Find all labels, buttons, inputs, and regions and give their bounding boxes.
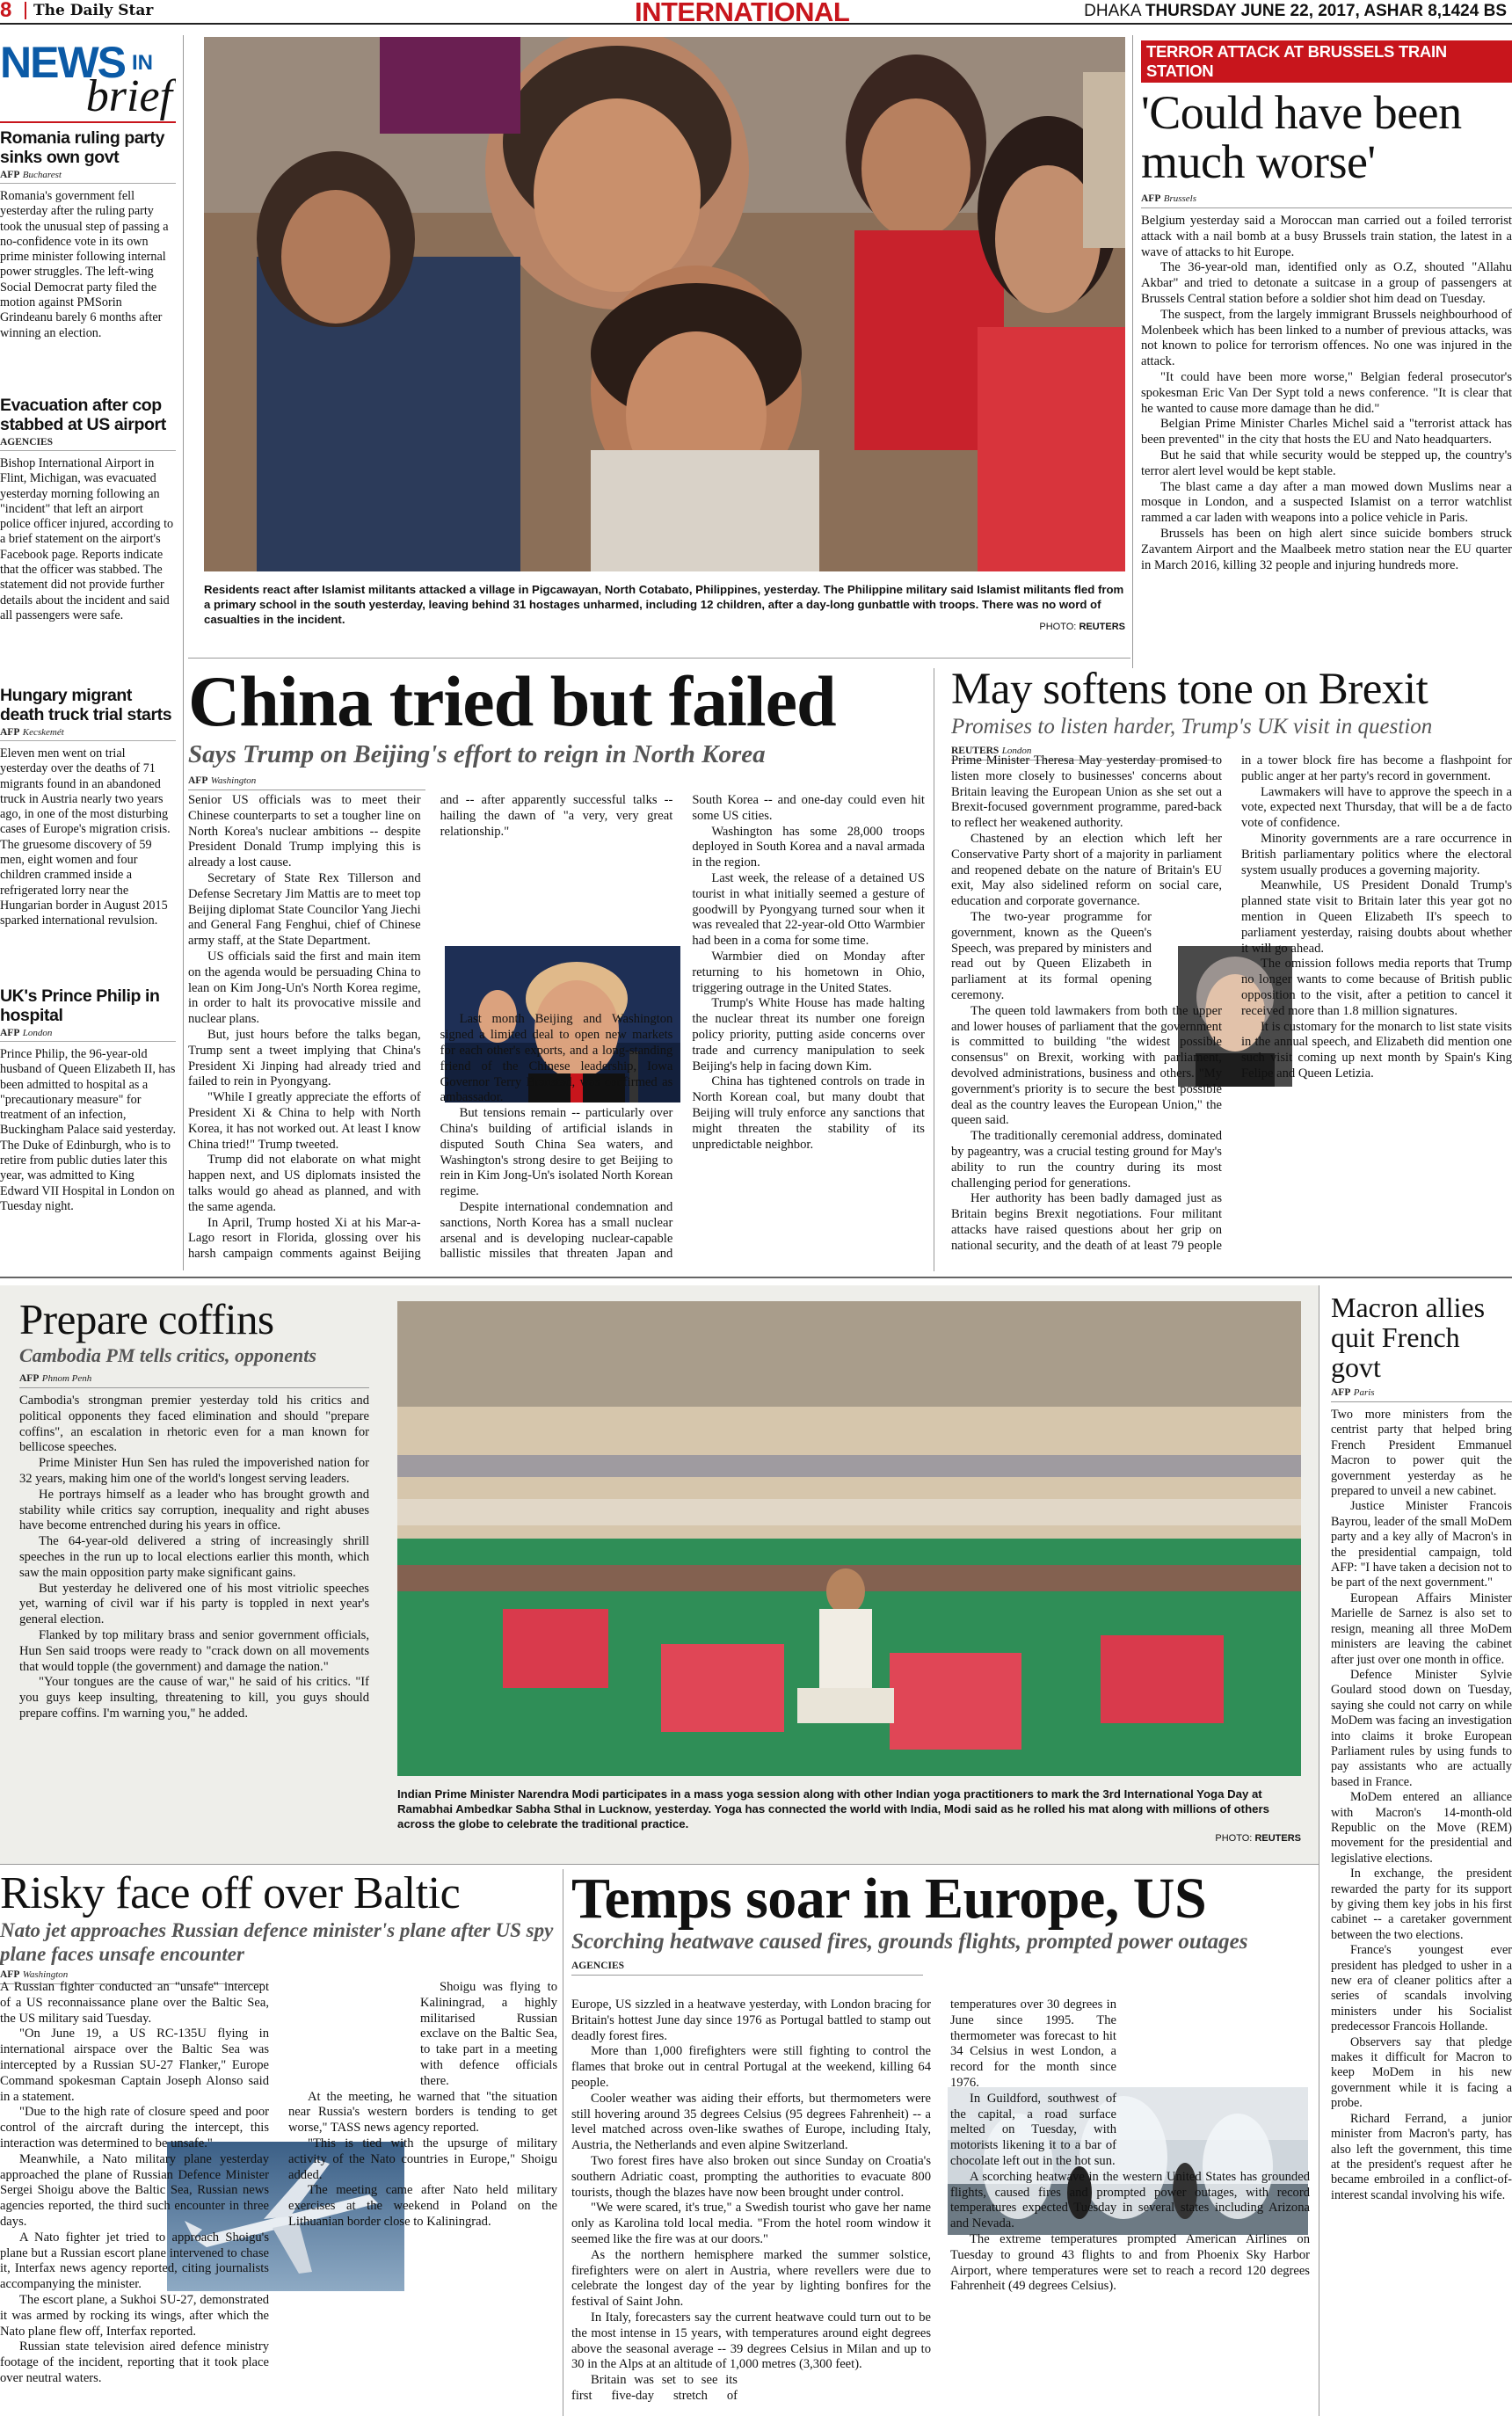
caption-text: Residents react after Islamist militants attacked a village in Pigcawayan, North Cotabato, Philippines, yesterday. The Philippine military said Islamist militants fled from a primary school in the south yesterday, leaving behind 31 hostages unharmed, including 12 children, after a day-long gunbattle with troops. There was no word of casualties in the incident. bbox=[204, 583, 1124, 626]
baltic-headline: Risky face off over Baltic bbox=[0, 1869, 461, 1918]
paragraph: The extreme temperatures prompted American Airlines on Tuesday to ground 43 flights to and from Phoenix Sky Harbor Airport, where temperatures were set to reach a record 120 degrees Fahrenheit (49 degrees Celsius). bbox=[950, 2231, 1310, 2294]
paragraph: China has tightened controls on trade in North Korean coal, but many doubt that Beijing will truly enforce any sanctions that might threaten the stability of its unpredictable neighbor. bbox=[692, 1074, 925, 1152]
paragraph: The 64-year-old delivered a string of increasingly shrill speeches in the run up to local elections earlier this month, which saw the main opposition party make significant gains. bbox=[19, 1534, 369, 1580]
philippines-photo-art bbox=[204, 37, 1125, 571]
paragraph: Two more ministers from the centrist party that helped bring French President Emmanuel Macron to power quit the government yesterday as he prepared to unveil a new cabinet. bbox=[1331, 1408, 1512, 1499]
paragraph: Washington has some 28,000 troops deployed in South Korea and a naval armada in the region. bbox=[692, 824, 925, 870]
may-headline: May softens tone on Brexit bbox=[951, 665, 1428, 714]
paragraph: A Nato fighter jet tried to approach Shoigu's plane but a Russian escort plane intervened to chase it, Interfax news agency reported, citing journalists accompanying the minister. bbox=[0, 2230, 269, 2292]
byline-src: AFP bbox=[19, 1373, 40, 1384]
photo-credit-label: PHOTO: bbox=[1215, 1833, 1253, 1844]
yoga-photo bbox=[397, 1301, 1301, 1776]
paragraph: Belgium yesterday said a Moroccan man carried out a foiled terrorist attack with a nail bomb at a busy Brussels train station, the latest in a wave of attacks to hit Europe. bbox=[1141, 214, 1512, 259]
paragraph: Observers say that pledge makes it difficult for Macron to keep MoDem in his new government while it is facing a probe. bbox=[1331, 2034, 1512, 2111]
nib-headline: UK's Prince Philip in hospital bbox=[0, 986, 160, 1025]
paragraph: The 36-year-old man, identified only as O.Z, shouted "Allahu Akbar" and tried to detonate a suitcase in a group of passengers at Brussels Central station before a soldier shot him dead on Tuesday. bbox=[1141, 260, 1512, 306]
nib-title-brief: brief bbox=[85, 71, 172, 121]
paragraph: Secretary of State Rex Tillerson and Defense Secretary Jim Mattis are to meet top Beijing diplomat State Councilor Yang Jiechi and General Fang Fenghui, chief of Chinese army staff, at the State Department. bbox=[188, 870, 421, 949]
paragraph: Prime Minister Hun Sen has ruled the impoverished nation for 32 years, making him one of the world's longest serving leaders. bbox=[19, 1456, 369, 1486]
philippines-caption bbox=[204, 582, 1125, 637]
paragraph: A scorching heatwave in the western United States has grounded flights, caused fires and prompted power outages, with record temperatures expected Tuesday in several states including Arizona and Nevada. bbox=[950, 2169, 1310, 2231]
paragraph: Despite international condemnation and sanctions, North Korea has a small nuclear arsenal and is developing nuclear-capable ballistic missiles that threaten Japan and South Korea -- and one-day could even hit some US cities. bbox=[440, 793, 925, 1262]
baltic-body bbox=[0, 1980, 557, 2416]
paragraph: Meanwhile, US President Donald Trump's planned state visit to Britain later this year got no mention in Queen Elizabeth II's speech to parliament yesterday, raising doubts about whether it will go ahead. bbox=[1241, 878, 1512, 956]
paragraph: Meanwhile, a Nato military plane yesterday approached the plane of Russian Defence Minister Sergei Shoigu above the Baltic Sea, Russian news agencies reported, the third such encounter in three days. bbox=[0, 2151, 269, 2229]
byline-loc: Washington bbox=[210, 775, 257, 786]
paragraph: But tensions remain -- particularly over China's building of artificial islands in disputed South China Sea waters, and Washington's strong desire to get Beijing to rein in Kim Jong-Un's isolated North Korean regime. bbox=[440, 1106, 673, 1199]
dateline-city: DHAKA bbox=[1084, 2, 1141, 20]
photo-credit bbox=[1215, 1831, 1301, 1846]
nib-byline bbox=[0, 437, 176, 451]
paragraph: "Due to the high rate of closure speed and poor control of the aircraft during the intercept, this interaction was determined to be unsafe." bbox=[0, 2105, 269, 2150]
brussels-body bbox=[1141, 214, 1512, 573]
nib-text: Prince Philip, the 96-year-old husband of Queen Elizabeth II, has been admitted to hospital as a "precautionary measure" for treatment of an infection, Buckingham Palace said yesterday. The Duke of Edinburgh, who is to retire from public duties later this year, was admitted to King Edward VII Hospital in London on Tuesday night. bbox=[0, 1047, 176, 1213]
paragraph: Shoigu was flying to Kaliningrad, a highly militarised Russian exclave on the Baltic Sea, to take part in a meeting with defence officials there. bbox=[420, 1980, 557, 2088]
paragraph: Warmbier died on Monday after returning to his hometown in Ohio, triggering outrage in the United States. bbox=[692, 949, 925, 995]
nib-loc: Kecskemét bbox=[22, 727, 64, 738]
paragraph: Britain was set to see its first five-day stretch of temperatures over 30 degrees in June since 1995. The thermometer was forecast to hit 34 Celsius in west London, a record for the month since 1976. bbox=[571, 1998, 1116, 2403]
brussels-headline: 'Could have been much worse' bbox=[1141, 86, 1462, 188]
dateline-date: THURSDAY JUNE 22, 2017, ASHAR 8,1424 BS bbox=[1145, 2, 1507, 20]
china-body bbox=[188, 793, 925, 1271]
macron-headline: Macron allies quit French govt bbox=[1331, 1292, 1486, 1383]
caption-text: Indian Prime Minister Narendra Modi participates in a mass yoga session along with other Indian yoga practitioners to mark the 3rd International Yoga Day at Ramabhai Ambedkar Sabha Sthal in Lucknow, yesterday. Yoga has connected the world with India, Modi said as he rolled his mat along with millions of others across the globe to celebrate the traditional practice. bbox=[397, 1787, 1269, 1830]
paragraph: "While I greatly appreciate the efforts of President Xi & China to help with North Korea, it has not worked out. At least I know China tried!" Trump tweeted. bbox=[188, 1090, 421, 1152]
paragraph: Flanked by top military brass and senior government officials, Hun Sen said troops were ready to "crack down on all movements that would topple (the government) and damage the nation." bbox=[19, 1627, 369, 1674]
paragraph: US officials said the first and main item on the agenda would be persuading China to lean on Kim Jong-Un's North Korea regime, in order to halt its provocative missile and nuclear plans. bbox=[188, 949, 421, 1027]
paper-name: The Daily Star bbox=[25, 2, 153, 19]
china-headline: China tried but failed bbox=[188, 665, 836, 741]
temps-headline: Temps soar in Europe, US bbox=[571, 1869, 1207, 1931]
coffins-deck: Cambodia PM tells critics, opponents bbox=[19, 1344, 316, 1366]
paragraph: The omission follows media reports that Trump no longer wants to come because of British public opposition to the visit, after a petition to cancel it received more than 1.8 million signatures. bbox=[1241, 957, 1512, 1018]
paragraph: Europe, US sizzled in a heatwave yesterday, with London bracing for Britain's hottest June day since 1976 as Portugal battled to stamp out deadly forest fires. bbox=[571, 1998, 931, 2043]
paragraph: Russian state television aired defence ministry footage of the incident, reporting that it took place over neutral waters. bbox=[0, 2340, 269, 2385]
coffins-article bbox=[0, 1285, 387, 1864]
paragraph: Lawmakers will have to approve the speech in a vote, expected next Thursday, that will be a de facto vote of confidence. bbox=[1241, 784, 1512, 831]
china-article bbox=[188, 665, 925, 1271]
nib-item-0 bbox=[0, 128, 176, 341]
photo-credit-label: PHOTO: bbox=[1039, 622, 1077, 632]
paragraph: "Your tongues are the cause of war," he said of his critics. "If you guys keep insulting, threatening to kill, you guys should prepare coffins. I'm warning you," he added. bbox=[19, 1675, 369, 1721]
brussels-byline bbox=[1141, 193, 1512, 208]
nib-src: AGENCIES bbox=[0, 437, 54, 448]
china-byline bbox=[188, 775, 425, 790]
temps-article bbox=[571, 1869, 1310, 2416]
paragraph: The two-year programme for government, known as the Queen's Speech, was prepared by ministers and read out by Queen Elizabeth in parliament at its formal opening ceremony. bbox=[951, 909, 1152, 1002]
macron-byline bbox=[1331, 1387, 1512, 1402]
paragraph: At the meeting, he warned that "the situation near Russia's western borders is tending to get worse," TASS news agency reported. bbox=[288, 2089, 557, 2136]
photo-credit-agency: REUTERS bbox=[1254, 1833, 1301, 1844]
baltic-deck: Nato jet approaches Russian defence minister's plane after US spy plane faces unsafe encounter bbox=[0, 1919, 554, 1965]
nib-headline: Romania ruling party sinks own govt bbox=[0, 128, 165, 167]
macron-body bbox=[1331, 1408, 1512, 2203]
byline-src: AFP bbox=[188, 775, 208, 786]
byline-loc: Washington bbox=[22, 1969, 69, 1980]
photo-credit bbox=[1039, 620, 1125, 635]
paragraph: Trump did not elaborate on what might happen next, and US diplomats insisted the talks would go ahead as planned, and with the same agenda. bbox=[188, 1153, 421, 1214]
coffins-headline: Prepare coffins bbox=[19, 1295, 274, 1343]
paragraph: It is customary for the monarch to list state visits in the annual speech, and Elizabeth did mention one such visit coming up next month by Spain's King Felipe and Queen Letizia. bbox=[1241, 1019, 1512, 1081]
paragraph: Defence Minister Sylvie Goulard stood down on Tuesday, saying she could not carry on while MoDem was facing an investigation into claims it broke European Parliament rules by using funds to pay assistants who are actually based in France. bbox=[1331, 1667, 1512, 1789]
paragraph: The traditionally ceremonial address, dominated by pageantry, was a crucial testing ground for May's ability to run the country during its most challenging period for generations. bbox=[951, 1129, 1222, 1190]
nib-src: AFP bbox=[0, 727, 20, 738]
may-body bbox=[951, 753, 1512, 1271]
paragraph: The suspect, from the largely immigrant Brussels neighbourhood of Molenbeek which has been linked to a number of previous attacks, was not known to police for terrorism offences. No one was injured in the attack. bbox=[1141, 307, 1512, 369]
paragraph: In Guildford, southwest of the capital, a road surface melted on Tuesday, with motorists likening it to a bar of chocolate left out in the hot sun. bbox=[950, 2091, 1116, 2168]
temps-byline bbox=[571, 1961, 923, 1976]
nib-item-3 bbox=[0, 986, 176, 1214]
nib-headline: Evacuation after cop stabbed at US airport bbox=[0, 396, 166, 434]
paragraph: As the northern hemisphere marked the summer solstice, firefighters were on alert in Austria, where revellers were due to celebrate the longest day of the year by lighting bonfires for the festival of Saint John. bbox=[571, 2247, 931, 2310]
paragraph: The blast came a day after a man mowed down Muslims near a mosque in London, and a suspected Islamist on a terror watchlist rammed a car laden with weapons into a police vehicle in Paris. bbox=[1141, 479, 1512, 526]
page-number: 8 bbox=[0, 0, 12, 22]
nib-title bbox=[0, 35, 176, 123]
paragraph: "On June 19, a US RC-135U flying in international airspace over the Baltic Sea was intercepted by a Russian SU-27 Flanker," Europe Command spokesman Captain Joseph Alonso said in a statement. bbox=[0, 2027, 269, 2104]
brussels-kicker: TERROR ATTACK AT BRUSSELS TRAIN STATION bbox=[1141, 40, 1512, 83]
paragraph: "This is tied with the upsurge of military activity of the Nato countries in Europe," Shoigu added. bbox=[288, 2136, 557, 2182]
paragraph: In April, Trump hosted Xi at his Mar-a-Lago resort in Florida, glossing over his harsh campaign comments against Beijing and -- after apparently successful talks -- hailing the dawn of "a very, very great relationship." bbox=[188, 793, 673, 1262]
paragraph: But he said that while security would be stepped up, the country's terror alert level would be kept stable. bbox=[1141, 448, 1512, 478]
may-article bbox=[951, 665, 1512, 1271]
paragraph: He portrays himself as a leader who has brought growth and stability while critics say corruption, inequality and right abuses have become entrenched during his years in office. bbox=[19, 1487, 369, 1533]
byline-src: AGENCIES bbox=[571, 1961, 625, 1971]
paragraph: Senior US officials was to meet their Chinese counterparts to set a tougher line on North Korea's nuclear ambitions -- despite President Donald Trump implying this is already a lost cause. bbox=[188, 793, 421, 870]
paragraph: Chastened by an election which left her Conservative Party short of a majority in parliament and reopened debate on the nature of Britain's EU exit, May also sidelined reform on social care, education and corporate governance. bbox=[951, 831, 1222, 909]
paragraph: Prime Minister Theresa May yesterday promised to listen more closely to businesses' concerns about Britain leaving the European Union as she set out a Brexit-focused government programme, pared-back to reflect her weakened authority. bbox=[951, 753, 1222, 831]
paragraph: In Italy, forecasters say the current heatwave could turn out to be the most intense in 15 years, with temperatures around eight degrees above the seasonal average -- 39 degrees Celsius in Milan and up to 30 in the Alps at an altitude of 1,000 metres (3,300 feet). bbox=[571, 2310, 931, 2372]
paragraph: But, just hours before the talks began, Trump sent a tweet implying that China's President Xi Jinping had already tried and failed to rein in Pyongyang. bbox=[188, 1027, 421, 1089]
china-deck: Says Trump on Beijing's effort to reign in North Korea bbox=[188, 740, 766, 768]
may-deck: Promises to listen harder, Trump's UK visit in question bbox=[951, 715, 1433, 739]
nib-src: AFP bbox=[0, 170, 20, 180]
paragraph: Cooler weather was aiding their efforts, but thermometers were still hovering around 35 degrees Celsius (95 degrees Fahrenheit) -- a level matched across oven-like swathes of Europe, including Italy, Austria, the Netherlands and even alpine Switzerland. bbox=[571, 2091, 931, 2153]
paragraph: The escort plane, a Sukhoi SU-27, demonstrated it was armed by rocking its wings, after which the Nato plane flew off, Interfax reported. bbox=[0, 2292, 269, 2339]
section-title: INTERNATIONAL bbox=[635, 0, 850, 25]
macron-article bbox=[1331, 1292, 1512, 2416]
paragraph: "We were scared, it's true," a Swedish tourist who gave her name only as Karolina told local media. "From the hotel room window it seemed like the fire was at our doors." bbox=[571, 2201, 931, 2246]
byline-loc: Paris bbox=[1353, 1387, 1375, 1398]
paragraph: Her authority has been badly damaged just as Britain begins Brexit negotiations. Four militant attacks have raised questions about her grip on national security, and the death of at least 79 people in a tower block fire has become a flashpoint for public anger at her party's record in government. bbox=[951, 753, 1512, 1253]
nib-item-1 bbox=[0, 396, 176, 623]
coffins-byline bbox=[19, 1373, 369, 1388]
byline-src: AFP bbox=[1331, 1387, 1351, 1398]
masthead bbox=[0, 0, 1512, 25]
nib-text: Eleven men went on trial yesterday over the deaths of 71 migrants found in an abandoned truck in Austria nearly two years ago, in one of the most disturbing cases of Europe's migration crisis. The gruesome discovery of 59 men, eight women and four children crammed inside a refrigerated lorry near the Hungarian border in August 2015 sparked international revulsion. bbox=[0, 746, 171, 928]
byline-src: REUTERS bbox=[951, 746, 1000, 756]
philippines-photo bbox=[204, 37, 1125, 571]
byline-loc: Phnom Penh bbox=[41, 1373, 92, 1384]
paragraph: Belgian Prime Minister Charles Michel said a "terrorist attack has been prevented" in the city that hosts the EU and Nato headquarters. bbox=[1141, 417, 1512, 448]
temps-body bbox=[571, 1998, 1310, 2416]
nib-loc: London bbox=[22, 1028, 53, 1038]
paragraph: Richard Ferrand, a junior minister from Macron's party, has also left the government, this time at the president's request after he became embroiled in a conflict-of-interest scandal involving his wife. bbox=[1331, 2111, 1512, 2202]
paragraph: In exchange, the president rewarded the party for its support by giving them key jobs in his first cabinet -- a caretaker government between the two elections. bbox=[1331, 1867, 1512, 1942]
paragraph: But yesterday he delivered one of his most vitriolic speeches yet, warning of civil war if his party is toppled in next year's general election. bbox=[19, 1581, 369, 1627]
byline-src: AFP bbox=[0, 1969, 20, 1980]
nib-byline bbox=[0, 727, 176, 741]
byline-loc: London bbox=[1001, 746, 1032, 756]
paragraph: A Russian fighter conducted an "unsafe" intercept of a US reconnaissance plane over the Baltic Sea, the US military said Tuesday. bbox=[0, 1980, 269, 2026]
paragraph: Two forest fires have also broken out since Sunday on Croatia's southern Adriatic coast, prompting the authorities to evacuate 800 tourists, though the blazes have now been brought under control. bbox=[571, 2153, 931, 2200]
paragraph: Last week, the release of a detained US tourist in what initially seemed a gesture of goodwill by Pyongyang turned sour when it was revealed that 22-year-old Otto Warmbier had been in a coma for some time. bbox=[692, 870, 925, 949]
brussels-article bbox=[1141, 40, 1512, 668]
paragraph: Last month Beijing and Washington signed a limited deal to open new markets for each other's exports, and a long-standing friend of the Chinese leadership, Iowa Governor Terry Branstad, was confirmed as ambassador. bbox=[440, 1012, 673, 1105]
paragraph: Justice Minister Francois Bayrou, leader of the small MoDem party and a key ally of Macron's in the presidential campaign, told AFP: "I have taken a decision not to be part of the next government." bbox=[1331, 1499, 1512, 1590]
paragraph: Brussels has been on high alert since suicide bombers struck Zavantem Airport and the Maalbeek metro station near the EU quarter in March 2016, killing 32 people and injuring hundreds more. bbox=[1141, 526, 1512, 572]
paragraph: The meeting came after Nato held military exercises at the weekend in Poland on the Lithuanian border close to Kaliningrad. bbox=[288, 2183, 557, 2229]
nib-byline bbox=[0, 170, 176, 184]
nib-byline bbox=[0, 1028, 176, 1042]
news-in-brief bbox=[0, 35, 176, 1270]
nib-src: AFP bbox=[0, 1028, 20, 1038]
nib-loc: Bucharest bbox=[22, 170, 62, 180]
paragraph: More than 1,000 firefighters were still fighting to control the flames that broke out in central Portugal at the weekend, killing 64 people. bbox=[571, 2044, 931, 2090]
nib-title-news: NEWS bbox=[0, 38, 125, 87]
nib-headline: Hungary migrant death truck trial starts bbox=[0, 686, 172, 724]
temps-deck: Scorching heatwave caused fires, grounds flights, prompted power outages bbox=[571, 1930, 1248, 1954]
dateline bbox=[1084, 2, 1507, 21]
paragraph: Trump's White House has made halting the nuclear threat its number one foreign policy priority, putting aside concerns over trade and currency manipulation to seek Beijing's help in facing down Kim. bbox=[692, 996, 925, 1073]
paragraph: Cambodia's strongman premier yesterday told his critics and political opponents they faced elimination and should "prepare coffins", an escalation in rhetoric even for a man known for bellicose speeches. bbox=[19, 1394, 369, 1455]
paragraph: France's youngest ever president has pledged to usher in a new era of cleaner politics after a series of scandals involving ministers under his Socialist predecessor Francois Hollande. bbox=[1331, 1943, 1512, 2034]
baltic-article bbox=[0, 1869, 557, 2416]
paragraph: Minority governments are a rare occurrence in British parliamentary politics where the electoral system usually produces a governing majority. bbox=[1241, 831, 1512, 877]
nib-text: Bishop International Airport in Flint, Michigan, was evacuated yesterday morning following an "incident" that left an airport police officer injured, according to a brief statement on the airport's Facebook page. Reports indicate that the officer was stabbed. The statement did not provide further details about the incident and said all passengers were safe. bbox=[0, 456, 174, 622]
byline-src: AFP bbox=[1141, 193, 1161, 204]
nib-item-2 bbox=[0, 686, 176, 929]
nib-title-in: IN bbox=[132, 51, 153, 75]
paragraph: MoDem entered an alliance with Macron's 14-month-old Republic on the Move (REM) movement for the presidential and legislative elections. bbox=[1331, 1790, 1512, 1866]
paragraph: European Affairs Minister Marielle de Sarnez is also set to resign, meaning all three MoDem ministers are leaving the cabinet after just over one month in office. bbox=[1331, 1590, 1512, 1667]
yoga-caption bbox=[397, 1787, 1301, 1848]
paragraph: The queen told lawmakers from both the upper and lower houses of parliament that the government is committed to building "the widest possible consensus" on Brexit, working with parliament, devolved administrations, business and others. "My government's priority is to secure the best possible deal as the country leaves the European Union," the queen said. bbox=[951, 1003, 1222, 1128]
coffins-body bbox=[19, 1394, 369, 1722]
photo-credit-agency: REUTERS bbox=[1079, 622, 1125, 632]
paragraph: "It could have been more worse," Belgian federal prosecutor's spokesman Eric Van Der Sypt told a news conference. "It is clear that he wanted to cause more damage than he did." bbox=[1141, 369, 1512, 416]
nib-text: Romania's government fell yesterday after the ruling party took the unusual step of passing a no-confidence vote in its own prime minister following internal power struggles. The left-wing Social Democrat party filed the motion against PMSorin Grindeanu barely 6 months after winning an election. bbox=[0, 189, 169, 340]
byline-loc: Brussels bbox=[1163, 193, 1197, 204]
yoga-photo-art bbox=[397, 1301, 1301, 1776]
